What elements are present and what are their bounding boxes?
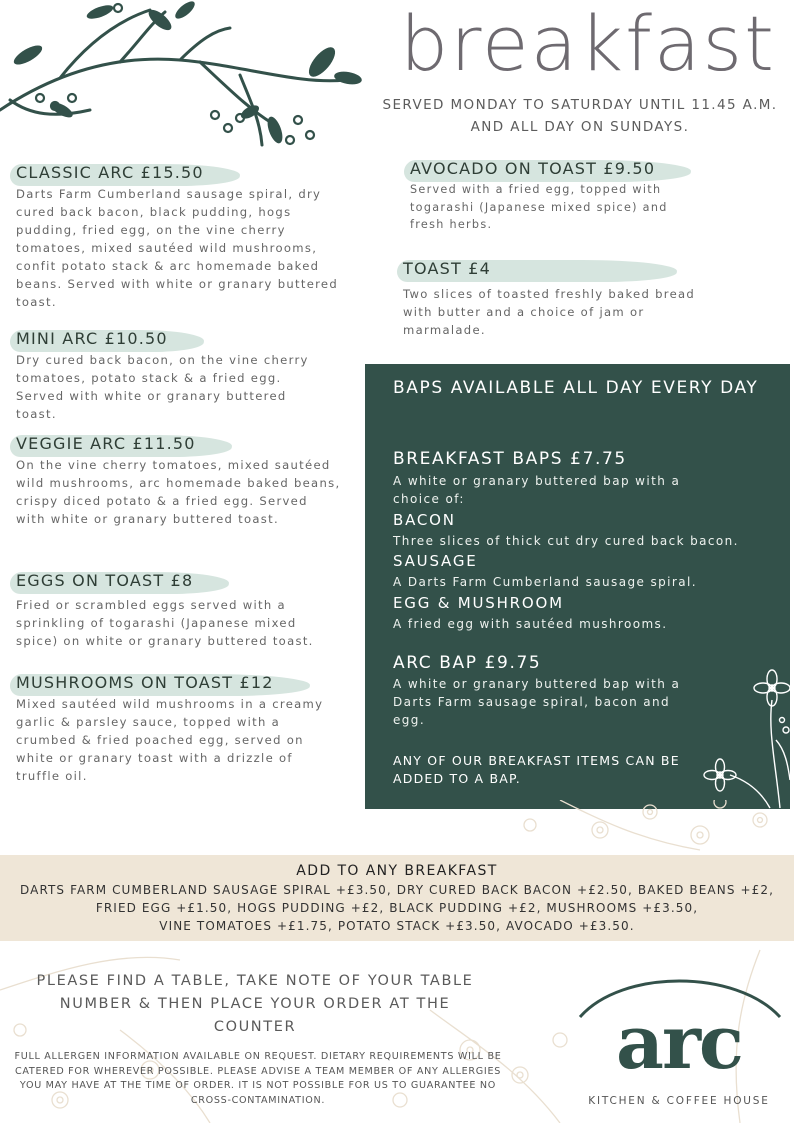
flower-illustration xyxy=(690,660,794,810)
bap-option-egg-mushroom: EGG & MUSHROOM xyxy=(393,594,564,612)
add-ons-list xyxy=(7,881,787,935)
item-name: CLASSIC ARC £15.50 xyxy=(16,163,204,182)
breakfast-baps-heading: BREAKFAST BAPS £7.75 xyxy=(393,449,627,469)
menu-item-heading xyxy=(16,570,199,592)
menu-item-mini-arc xyxy=(16,328,316,423)
menu-item-heading xyxy=(403,258,497,280)
item-description: Two slices of toasted freshly baked bread with butter and a choice of jam or marmalade. xyxy=(403,287,696,337)
allergen-notice: FULL ALLERGEN INFORMATION AVAILABLE ON REQUEST. DIETARY REQUIREMENTS WILL BE CATERED FOR WHEREVER POSSIBLE. PLEASE ADVISE A TEAM MEMBER OF ANY ALLERGIES YOU MAY HAVE AT THE TIME OF ORDER. IT IS NOT POSSIBLE FOR US TO GUARANTEE NO CROSS-CONTAMINATION. xyxy=(14,1051,502,1106)
bap-option-sausage: SAUSAGE xyxy=(393,552,478,570)
item-description: Darts Farm Cumberland sausage spiral, dry cured back bacon, black pudding, hogs pudding, fried egg, on the vine cherry tomatoes, mixed sautéed wild mushrooms, confit potato stack & arc homemade baked beans. Served with white or granary buttered toast. xyxy=(16,187,339,309)
arc-bap-heading: ARC BAP £9.75 xyxy=(393,653,542,673)
add-ons-line: FRIED EGG +£1.50, HOGS PUDDING +£2, BLACK PUDDING +£2, MUSHROOMS +£3.50, xyxy=(95,901,699,915)
add-ons-title: ADD TO ANY BREAKFAST xyxy=(296,863,498,879)
add-ons-line: VINE TOMATOES +£1.75, POTATO STACK +£3.50, AVOCADO +£3.50. xyxy=(159,919,635,933)
bap-option-bacon: BACON xyxy=(393,511,456,529)
breakfast-baps-description: A white or granary buttered bap with a choice of: xyxy=(393,474,681,506)
bap-option-bacon-description: Three slices of thick cut dry cured back bacon. xyxy=(393,534,739,548)
ordering-notice: PLEASE FIND A TABLE, TAKE NOTE OF YOUR TABLE NUMBER & THEN PLACE YOUR ORDER AT THE COUNTER xyxy=(36,973,474,1035)
menu-item-heading xyxy=(16,433,202,455)
item-name: TOAST £4 xyxy=(403,259,492,278)
item-name: MINI ARC £10.50 xyxy=(16,329,168,348)
arc-bap-description: A white or granary buttered bap with a Darts Farm sausage spiral, bacon and egg. xyxy=(393,677,681,727)
menu-item-mushrooms-on-toast xyxy=(16,672,341,785)
item-description: Served with a fried egg, topped with togarashi (Japanese mixed spice) and fresh herbs. xyxy=(410,183,668,231)
baps-panel-title: BAPS AVAILABLE ALL DAY EVERY DAY xyxy=(393,378,759,398)
menu-item-classic-arc xyxy=(16,162,356,311)
add-ons-line: DARTS FARM CUMBERLAND SAUSAGE SPIRAL +£3.50, DRY CURED BACK BACON +£2.50, BAKED BEANS +£2, xyxy=(20,883,774,897)
menu-item-eggs-on-toast xyxy=(16,570,336,650)
menu-item-heading xyxy=(410,158,661,180)
menu-title: breakfast xyxy=(400,0,776,88)
item-description: On the vine cherry tomatoes, mixed sautéed wild mushrooms, arc homemade baked beans, crispy diced potato & a fried egg. Served with white or granary buttered toast. xyxy=(16,458,341,526)
bap-option-sausage-description: A Darts Farm Cumberland sausage spiral. xyxy=(393,575,697,589)
item-name: VEGGIE ARC £11.50 xyxy=(16,434,196,453)
logo-wordmark: arc xyxy=(616,1000,742,1086)
menu-item-avocado-on-toast xyxy=(410,158,680,234)
menu-subtitle: SERVED MONDAY TO SATURDAY UNTIL 11.45 A.M. AND ALL DAY ON SUNDAYS. xyxy=(382,97,778,135)
item-description: Dry cured back bacon, on the vine cherry tomatoes, potato stack & a fried egg. Served with white or granary buttered toast. xyxy=(16,353,309,421)
menu-item-toast xyxy=(403,258,723,339)
add-ons-band xyxy=(0,855,794,941)
item-name: AVOCADO ON TOAST £9.50 xyxy=(410,159,656,178)
logo-tagline: KITCHEN & COFFEE HOUSE xyxy=(588,1095,770,1107)
vine-branch-illustration xyxy=(0,0,365,160)
item-name: EGGS ON TOAST £8 xyxy=(16,571,194,590)
item-name: MUSHROOMS ON TOAST £12 xyxy=(16,673,274,692)
menu-item-heading xyxy=(16,328,174,350)
item-description: Mixed sautéed wild mushrooms in a creamy garlic & parsley sauce, topped with a crumbed & fried poached egg, served on white or granary toast with a drizzle of truffle oil. xyxy=(16,697,324,783)
bap-option-egg-mushroom-description: A fried egg with sautéed mushrooms. xyxy=(393,617,668,631)
baps-note: ANY OF OUR BREAKFAST ITEMS CAN BE ADDED TO A BAP. xyxy=(393,753,680,786)
menu-item-veggie-arc xyxy=(16,433,341,528)
menu-item-heading xyxy=(16,672,280,694)
item-description: Fried or scrambled eggs served with a sprinkling of togarashi (Japanese mixed spice) on white or granary buttered toast. xyxy=(16,598,314,648)
menu-item-heading xyxy=(16,162,210,184)
arc-logo xyxy=(572,975,786,1115)
